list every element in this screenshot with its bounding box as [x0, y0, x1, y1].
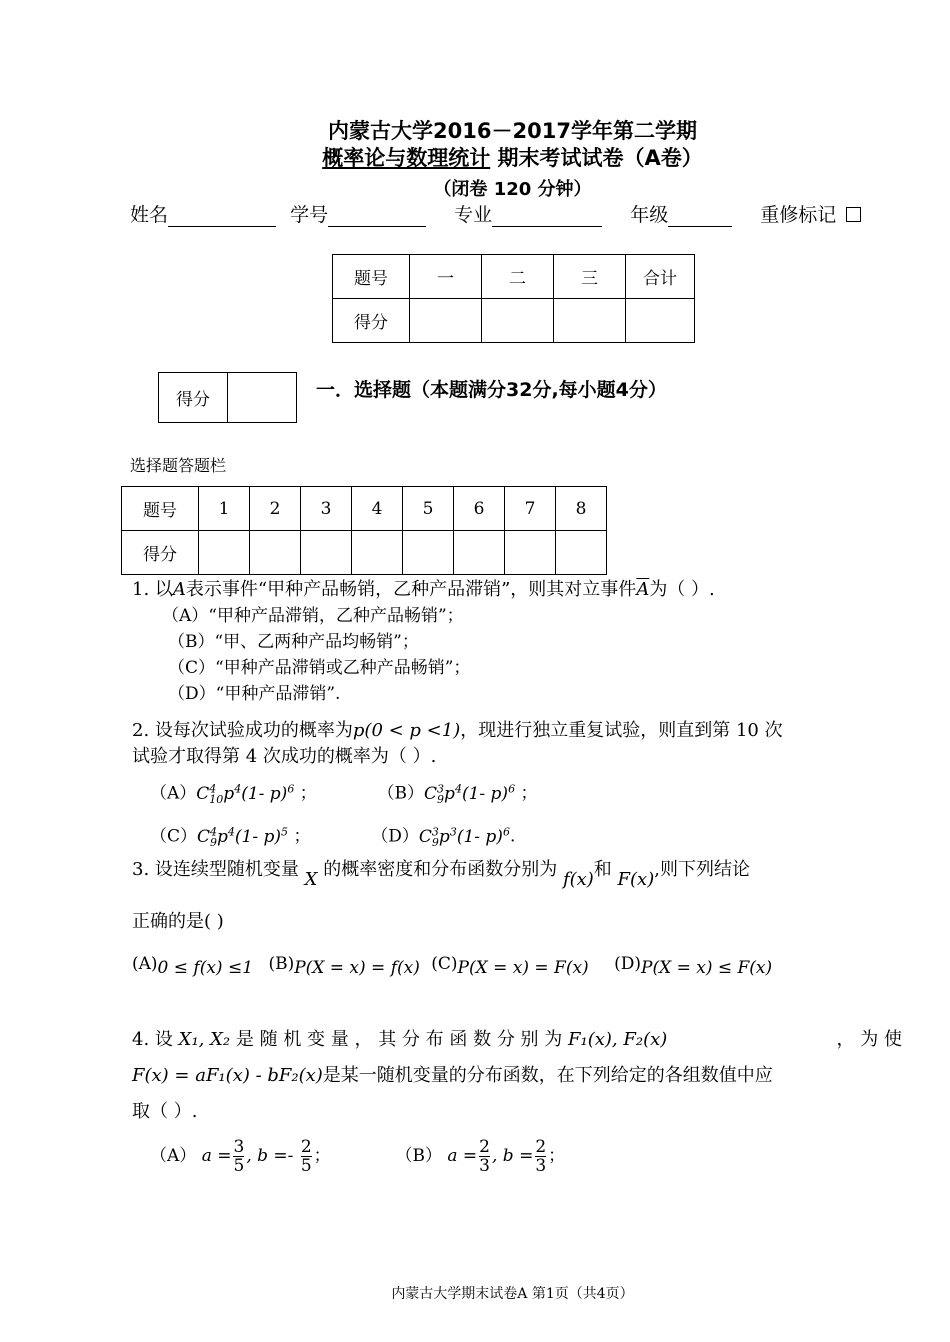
q3-text: 的概率密度和分布函数分别为 [323, 859, 558, 880]
answer-row-label: 得分 [122, 531, 199, 575]
answer-col: 6 [454, 487, 505, 531]
score-col-2: 二 [482, 255, 554, 299]
q2-line1 [132, 718, 902, 744]
student-info-row [130, 200, 900, 227]
answer-cell[interactable] [352, 531, 403, 575]
q2-options-row1: $(A)C^4_{10}p^4(1-$ p)$^6$ ； $(B)C^3_9p^4(1-$ p)$^6$ ； [150, 782, 538, 807]
answer-col: 1 [199, 487, 250, 531]
score-col-1: 一 [410, 255, 482, 299]
answer-table-caption: 选择题答题栏 [130, 456, 227, 475]
q4-option-a: a = $\frac{3}{5}$ , b =- $\frac{2}{5}$ [201, 1137, 312, 1176]
q3-option-d-label: (D) [614, 954, 641, 974]
q1-text: 1. 以 [132, 579, 173, 600]
answer-cell[interactable] [199, 531, 250, 575]
q3-options [132, 951, 902, 977]
q3-line2: 正确的是( ) [132, 911, 224, 932]
score-summary-table [332, 254, 695, 343]
q2-text: ，现进行独立重复试验，则直到第 10 次 [460, 720, 783, 741]
q3-text: 3. 设连续型随机变量 [132, 859, 299, 880]
answer-col: 7 [505, 487, 556, 531]
q4-text: ， 为 使 [836, 1029, 902, 1050]
section1-score-cell[interactable] [228, 373, 297, 423]
score-cell[interactable] [482, 299, 554, 343]
q2-line2: 试验才取得第 4 次成功的概率为（ ）. [132, 746, 437, 767]
q3-option-c: P(X = x) = F(x) [457, 958, 589, 978]
q2-option-c: $C^4_9p^4(1-$ p)$^5$ [197, 825, 289, 850]
q3-text: ,则下列结论 [654, 859, 750, 880]
q2-option-b-label: （B） [377, 783, 425, 804]
q4-option-b-label: （B） [395, 1146, 442, 1166]
q4-formula: F(x) = aF₁(x) - bF₂(x) [132, 1065, 323, 1086]
q2-option-c-label: （C） [150, 826, 198, 847]
q2-option-a-label: （A） [150, 783, 197, 804]
q4-line1 [132, 1022, 902, 1058]
page-footer: 内蒙古大学期末试卷A 第1页（共4页） [391, 1286, 634, 1302]
q4-option-a-label: （A） [150, 1146, 197, 1166]
answer-col: 3 [301, 487, 352, 531]
q2-math: p(0 < p <1) [352, 720, 461, 741]
q4-text: 4. 设 [132, 1029, 173, 1050]
q1-var: A [172, 579, 186, 600]
q3-option-b-label: (B) [268, 954, 295, 974]
major-field[interactable] [492, 207, 602, 227]
major-label: 专业 [454, 204, 493, 226]
q4-line2 [132, 1058, 902, 1094]
q2-option-a: $C^4_{10}p^4(1-$ p)$^6$ [196, 782, 295, 807]
grade-field[interactable] [668, 207, 732, 227]
q2-text: 2. 设每次试验成功的概率为 [132, 720, 353, 741]
q3-cdf: F(x) [617, 869, 655, 890]
grade-label: 年级 [630, 204, 669, 226]
q1-text: 为（ ）. [649, 579, 715, 600]
answer-header-label: 题号 [122, 487, 199, 531]
name-label: 姓名 [130, 204, 169, 226]
q4-text: 是某一随机变量的分布函数，在下列给定的各组数值中应 [322, 1065, 773, 1086]
exam-subtitle [0, 142, 950, 172]
answer-cell[interactable] [250, 531, 301, 575]
q1-option-b: （B）“甲、乙两种产品均畅销”； [168, 632, 419, 652]
retake-label: 重修标记 [760, 204, 837, 226]
q2-options-row2: $(C)C^4_9p^4(1-$ p)$^5$ ； $(D)C^3_9p^3(1-$ p)$^6$. [150, 825, 516, 850]
score-row-label: 得分 [333, 299, 410, 343]
question-1 [132, 577, 902, 707]
q3-option-a: 0 ≤ f(x) ≤1 [157, 958, 254, 978]
q1-complement: $\overline{A}$ [636, 579, 650, 600]
section1-title: 一．选择题（本题满分32分,每小题4分） [316, 379, 667, 401]
answer-cell[interactable] [556, 531, 607, 575]
q2-option-b: $C^3_9p^4(1-$ p)$^6$ [424, 782, 516, 807]
question-3 [132, 857, 902, 977]
score-cell[interactable] [626, 299, 695, 343]
q3-option-c-label: (C) [431, 954, 458, 974]
q4-option-b: a = $\frac{2}{3}$ , b = $\frac{2}{3}$ [447, 1137, 547, 1176]
answer-cell[interactable] [403, 531, 454, 575]
answer-cell[interactable] [301, 531, 352, 575]
exam-title: 内蒙古大学2016－2017学年第二学期 [328, 119, 697, 143]
name-field[interactable] [168, 207, 276, 227]
q4-options: （A） a = $\frac{3}{5}$ , b =- $\frac{2}{5}$ ； （B） a = $\frac{2}{3}$ , b = $\frac{2}{3}$ ； [150, 1137, 566, 1176]
q3-option-d: P(X = x) ≤ F(x) [641, 958, 773, 978]
exam-type: 期末考试试卷（A卷） [490, 146, 703, 170]
q2-option-d-label: （D） [371, 826, 419, 847]
question-1-stem [132, 577, 902, 603]
exam-duration: （闭卷 120 分钟） [433, 179, 592, 200]
q3-pdf: f(x) [562, 869, 594, 890]
id-field[interactable] [328, 207, 426, 227]
retake-checkbox[interactable] [846, 207, 861, 222]
score-cell[interactable] [554, 299, 626, 343]
course-name: 概率论与数理统计 [322, 146, 491, 170]
answer-col: 8 [556, 487, 607, 531]
q3-var: X [304, 869, 318, 890]
score-cell[interactable] [410, 299, 482, 343]
q3-line1 [132, 857, 902, 890]
q4-line3: 取（ ）. [132, 1101, 198, 1122]
q4-text: 是 随 机 变 量 ， 其 分 布 函 数 分 别 为 [235, 1029, 563, 1050]
answer-cell[interactable] [454, 531, 505, 575]
q3-option-a-label: (A) [132, 954, 158, 974]
q1-option-d: （D）“甲种产品滞销”. [168, 684, 341, 704]
q3-option-b: P(X = x) = f(x) [294, 958, 420, 978]
score-col-total: 合计 [626, 255, 695, 299]
answer-table [121, 486, 607, 575]
question-2 [132, 718, 902, 856]
answer-col: 5 [403, 487, 454, 531]
q4-funcs: F₁(x), F₂(x) [568, 1029, 668, 1050]
answer-cell[interactable] [505, 531, 556, 575]
question-4 [132, 1022, 902, 1176]
score-header-label: 题号 [333, 255, 410, 299]
id-label: 学号 [290, 204, 329, 226]
q1-option-a: （A）“甲种产品滞销，乙种产品畅销”； [162, 606, 464, 626]
section1-score-box [158, 372, 297, 423]
answer-col: 4 [352, 487, 403, 531]
q2-option-d: $C^3_9p^3(1-$ p)$^6$ [418, 825, 510, 850]
score-col-3: 三 [554, 255, 626, 299]
q1-text: 表示事件“甲种产品畅销，乙种产品滞销”，则其对立事件 [185, 579, 637, 600]
section1-score-label: 得分 [159, 373, 228, 423]
q1-option-c: （C）“甲种产品滞销或乙种产品畅销”； [168, 658, 471, 678]
q3-text: 和 [593, 859, 612, 880]
q4-vars: X₁, X₂ [178, 1029, 231, 1050]
answer-col: 2 [250, 487, 301, 531]
